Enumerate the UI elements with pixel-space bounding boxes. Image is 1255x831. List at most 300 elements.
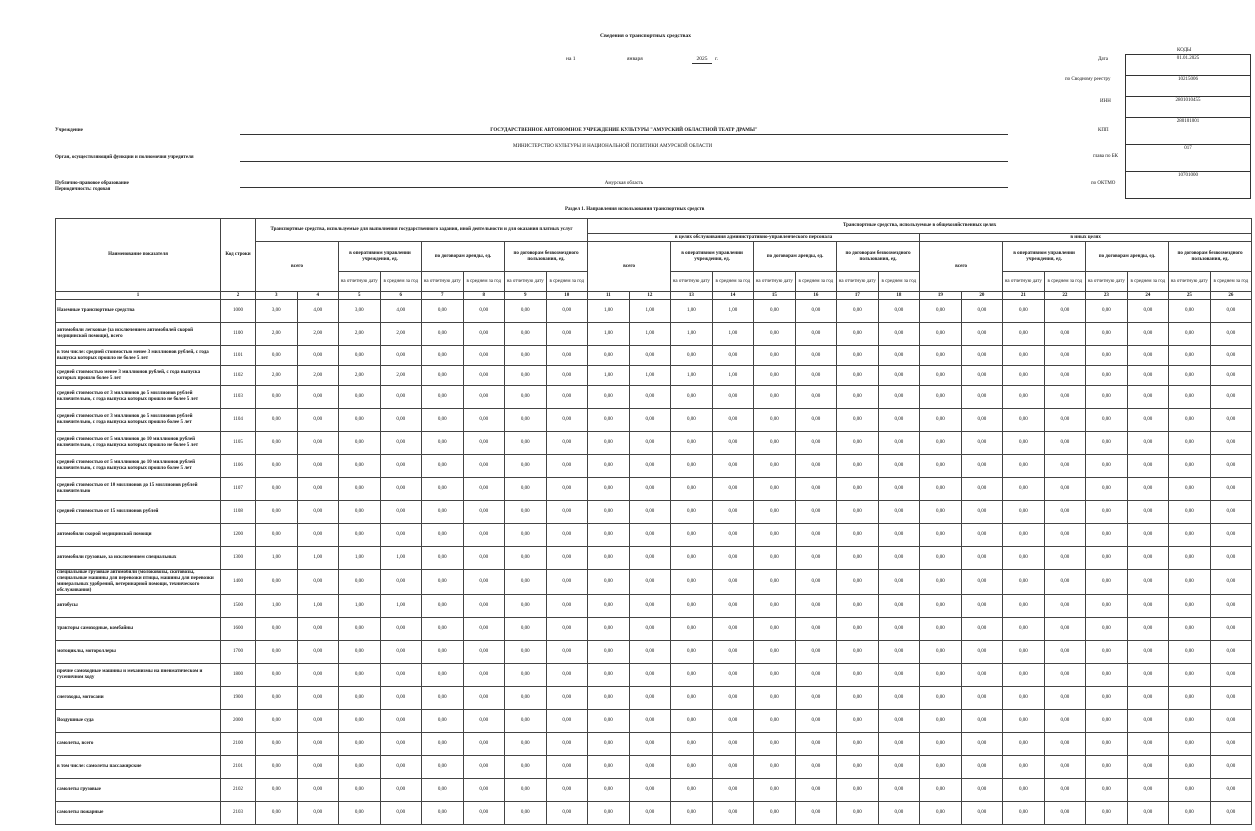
- row-value: 0,00: [629, 346, 671, 366]
- row-value: 0,00: [297, 710, 339, 733]
- row-value: 1,00: [588, 366, 630, 386]
- row-value: 0,00: [754, 570, 796, 595]
- row-value: 0,00: [588, 501, 630, 524]
- row-value: 0,00: [754, 664, 796, 687]
- row-value: 0,00: [1127, 432, 1169, 455]
- subcol-avg: в среднем за год: [712, 272, 754, 292]
- row-value: 0,00: [961, 501, 1003, 524]
- row-value: 0,00: [380, 733, 422, 756]
- row-value: 0,00: [1003, 524, 1045, 547]
- row-value: 0,00: [256, 409, 298, 432]
- code-oktmo: 10701000: [1178, 173, 1198, 178]
- row-value: 0,00: [671, 710, 713, 733]
- row-value: 0,00: [339, 570, 381, 595]
- subcol-on-date: на отчетную дату: [1003, 272, 1045, 292]
- column-number: 10: [546, 292, 588, 300]
- row-value: 0,00: [256, 733, 298, 756]
- row-value: 0,00: [422, 432, 464, 455]
- row-value: 1,00: [712, 300, 754, 323]
- row-value: 0,00: [754, 478, 796, 501]
- row-value: 0,00: [546, 618, 588, 641]
- row-value: 0,00: [712, 664, 754, 687]
- code-label-bk: глава по БК: [1093, 154, 1118, 159]
- row-value: 0,00: [588, 386, 630, 409]
- form-title: Сведения о транспортных средствах: [600, 33, 691, 39]
- row-value: 0,00: [463, 366, 505, 386]
- sub3-header: по договорам безвозмездного пользования, ед.: [837, 242, 920, 272]
- row-value: 0,00: [795, 570, 837, 595]
- subcol-avg: в среднем за год: [1127, 272, 1169, 292]
- row-value: 0,00: [1169, 323, 1211, 346]
- row-value: 0,00: [795, 478, 837, 501]
- row-value: 0,00: [1086, 595, 1128, 618]
- row-value: 0,00: [878, 346, 920, 366]
- row-value: 0,00: [795, 323, 837, 346]
- code-date: 01.01.2025: [1126, 55, 1250, 76]
- row-value: 0,00: [754, 802, 796, 825]
- row-value: 1,00: [629, 300, 671, 323]
- row-value: 0,00: [1003, 687, 1045, 710]
- row-value: 0,00: [671, 733, 713, 756]
- row-value: 0,00: [546, 346, 588, 366]
- col-header-code: Код строки: [221, 219, 256, 292]
- row-value: 0,00: [878, 733, 920, 756]
- row-value: 0,00: [712, 455, 754, 478]
- row-value: 0,00: [712, 802, 754, 825]
- row-value: 0,00: [795, 300, 837, 323]
- row-value: 1,00: [380, 547, 422, 570]
- row-value: 0,00: [297, 641, 339, 664]
- row-value: 0,00: [422, 455, 464, 478]
- row-value: 0,00: [754, 756, 796, 779]
- row-value: 0,00: [837, 524, 879, 547]
- vsego-header: всего: [920, 242, 1003, 292]
- date-year: 2025: [692, 56, 712, 64]
- row-value: 0,00: [837, 386, 879, 409]
- row-value: 0,00: [920, 501, 962, 524]
- row-value: 0,00: [546, 323, 588, 346]
- row-name: средней стоимостью от 3 миллионов до 5 миллионов рублей включительно, с года выпуска которых прошло не более 5 лет: [56, 386, 221, 409]
- row-value: 0,00: [546, 478, 588, 501]
- row-value: 0,00: [920, 524, 962, 547]
- row-value: 0,00: [754, 524, 796, 547]
- row-value: 0,00: [422, 300, 464, 323]
- row-value: 0,00: [339, 618, 381, 641]
- row-value: 0,00: [505, 524, 547, 547]
- row-value: 0,00: [712, 756, 754, 779]
- code-kpp: 280101001: [1126, 118, 1250, 145]
- row-value: 0,00: [1003, 802, 1045, 825]
- row-value: 0,00: [1127, 595, 1169, 618]
- row-value: 0,00: [297, 409, 339, 432]
- row-value: 0,00: [1210, 618, 1252, 641]
- row-value: 0,00: [505, 478, 547, 501]
- row-value: 0,00: [546, 386, 588, 409]
- row-value: 0,00: [380, 524, 422, 547]
- row-value: 0,00: [380, 386, 422, 409]
- row-value: 0,00: [297, 756, 339, 779]
- table-row: [56, 570, 1252, 595]
- row-value: 0,00: [1127, 641, 1169, 664]
- row-value: 0,00: [256, 779, 298, 802]
- row-value: 0,00: [1086, 501, 1128, 524]
- table-row: [56, 386, 1252, 409]
- row-value: 0,00: [1127, 618, 1169, 641]
- row-value: 0,00: [961, 366, 1003, 386]
- row-value: 0,00: [339, 432, 381, 455]
- row-value: 0,00: [920, 432, 962, 455]
- row-value: 0,00: [629, 432, 671, 455]
- sub2-header: по договорам аренды, ед.: [754, 242, 837, 272]
- row-value: 0,00: [920, 455, 962, 478]
- row-value: 0,00: [339, 756, 381, 779]
- row-value: 0,00: [1044, 664, 1086, 687]
- row-value: 0,00: [1086, 300, 1128, 323]
- row-value: 0,00: [795, 687, 837, 710]
- row-value: 0,00: [505, 455, 547, 478]
- row-value: 0,00: [546, 779, 588, 802]
- row-value: 0,00: [1127, 300, 1169, 323]
- row-value: 0,00: [1086, 386, 1128, 409]
- row-value: 0,00: [878, 300, 920, 323]
- row-value: 0,00: [1086, 687, 1128, 710]
- row-value: 0,00: [754, 547, 796, 570]
- row-value: 3,00: [339, 300, 381, 323]
- row-value: 0,00: [588, 779, 630, 802]
- table-row: [56, 802, 1252, 825]
- row-value: 0,00: [1127, 547, 1169, 570]
- row-value: 0,00: [339, 687, 381, 710]
- row-value: 1,00: [671, 323, 713, 346]
- row-value: 0,00: [961, 641, 1003, 664]
- row-value: 0,00: [546, 756, 588, 779]
- row-code: 1101: [221, 346, 256, 366]
- row-value: 0,00: [380, 756, 422, 779]
- row-value: 0,00: [422, 664, 464, 687]
- row-value: 0,00: [1210, 478, 1252, 501]
- table-row: [56, 779, 1252, 802]
- row-value: 0,00: [629, 802, 671, 825]
- row-value: 1,00: [256, 547, 298, 570]
- column-number: 6: [380, 292, 422, 300]
- row-value: 0,00: [1003, 366, 1045, 386]
- table-row: [56, 641, 1252, 664]
- row-value: 0,00: [256, 346, 298, 366]
- row-value: 0,00: [878, 641, 920, 664]
- row-value: 0,00: [712, 346, 754, 366]
- row-value: 0,00: [712, 524, 754, 547]
- row-value: 0,00: [339, 524, 381, 547]
- row-value: 0,00: [712, 641, 754, 664]
- row-value: 0,00: [1127, 478, 1169, 501]
- row-value: 0,00: [463, 756, 505, 779]
- row-value: 0,00: [920, 386, 962, 409]
- row-value: 0,00: [588, 687, 630, 710]
- code-inn: 2801010455: [1126, 97, 1250, 118]
- row-value: 0,00: [297, 733, 339, 756]
- row-value: 0,00: [463, 547, 505, 570]
- row-value: 0,00: [422, 710, 464, 733]
- row-code: 1000: [221, 300, 256, 323]
- row-value: 0,00: [297, 432, 339, 455]
- row-value: 1,00: [380, 595, 422, 618]
- row-value: 0,00: [837, 570, 879, 595]
- table-row: [56, 323, 1252, 346]
- row-value: 0,00: [256, 524, 298, 547]
- row-value: 0,00: [629, 618, 671, 641]
- row-value: 0,00: [297, 386, 339, 409]
- row-value: 0,00: [795, 618, 837, 641]
- row-value: 0,00: [546, 409, 588, 432]
- row-value: 0,00: [1003, 618, 1045, 641]
- row-value: 0,00: [754, 366, 796, 386]
- row-value: 0,00: [422, 524, 464, 547]
- row-value: 0,00: [463, 779, 505, 802]
- organ-value: МИНИСТЕРСТВО КУЛЬТУРЫ И НАЦИОНАЛЬНОЙ ПОЛИТИКИ АМУРСКОЙ ОБЛАСТИ: [513, 144, 713, 149]
- code-bk: 017: [1126, 145, 1250, 172]
- row-value: 0,00: [256, 687, 298, 710]
- row-name: автомобили легковые (за исключением автомобилей скорой медицинской помощи), всего: [56, 323, 221, 346]
- row-value: 0,00: [422, 641, 464, 664]
- row-value: 0,00: [380, 478, 422, 501]
- row-value: 0,00: [256, 570, 298, 595]
- row-value: 0,00: [546, 432, 588, 455]
- row-value: 0,00: [961, 524, 1003, 547]
- row-value: 0,00: [1086, 779, 1128, 802]
- row-value: 0,00: [422, 733, 464, 756]
- row-value: 0,00: [1003, 547, 1045, 570]
- row-value: 0,00: [920, 710, 962, 733]
- row-value: 0,00: [671, 570, 713, 595]
- row-value: 0,00: [1210, 366, 1252, 386]
- row-value: 0,00: [837, 710, 879, 733]
- row-value: 0,00: [961, 779, 1003, 802]
- row-name: прочие самоходные машины и механизмы на пневматическом и гусеничном ходу: [56, 664, 221, 687]
- row-value: 0,00: [671, 478, 713, 501]
- row-value: 0,00: [505, 547, 547, 570]
- row-name: средней стоимостью от 5 миллионов до 10 миллионов рублей включительно, с года выпуска которых прошло не более 5 лет: [56, 432, 221, 455]
- row-name: средней стоимостью от 3 миллионов до 5 миллионов рублей включительно, с года выпуска которых прошло более 5 лет: [56, 409, 221, 432]
- row-value: 0,00: [629, 478, 671, 501]
- table-row: [56, 595, 1252, 618]
- row-value: 0,00: [671, 595, 713, 618]
- row-value: 0,00: [629, 570, 671, 595]
- row-value: 0,00: [712, 710, 754, 733]
- row-value: 0,00: [878, 618, 920, 641]
- sub3-header: по договорам безвозмездного пользования, ед.: [1169, 242, 1252, 272]
- row-value: 3,00: [256, 300, 298, 323]
- row-value: 0,00: [1210, 570, 1252, 595]
- row-value: 0,00: [297, 570, 339, 595]
- row-value: 0,00: [1127, 756, 1169, 779]
- row-value: 0,00: [463, 733, 505, 756]
- row-name: мотоциклы, мотороллеры: [56, 641, 221, 664]
- row-value: 0,00: [380, 501, 422, 524]
- row-value: 0,00: [878, 779, 920, 802]
- row-value: 0,00: [795, 641, 837, 664]
- code-label-oktmo: по ОКТМО: [1091, 181, 1116, 186]
- row-value: 0,00: [505, 501, 547, 524]
- row-value: 0,00: [837, 346, 879, 366]
- row-value: 0,00: [1003, 641, 1045, 664]
- column-number: 22: [1044, 292, 1086, 300]
- row-value: 0,00: [463, 409, 505, 432]
- row-value: 0,00: [837, 478, 879, 501]
- row-value: 0,00: [505, 779, 547, 802]
- row-value: 2,00: [380, 366, 422, 386]
- row-name: в том числе: средней стоимостью менее 3 миллионов рублей, с года выпуска которых прошло не более 5 лет: [56, 346, 221, 366]
- row-value: 0,00: [422, 687, 464, 710]
- period-label: Периодичность: годовая: [55, 187, 111, 192]
- row-value: 0,00: [380, 641, 422, 664]
- subcol-avg: в среднем за год: [1044, 272, 1086, 292]
- column-number: 26: [1210, 292, 1252, 300]
- row-value: 0,00: [961, 547, 1003, 570]
- row-value: 0,00: [712, 733, 754, 756]
- row-value: 0,00: [1169, 618, 1211, 641]
- row-value: 0,00: [546, 641, 588, 664]
- table-row: [56, 478, 1252, 501]
- row-value: 0,00: [1210, 595, 1252, 618]
- table-row: [56, 710, 1252, 733]
- row-value: 0,00: [1210, 779, 1252, 802]
- column-number: 23: [1086, 292, 1128, 300]
- organ-line: [240, 161, 1008, 162]
- row-value: 0,00: [754, 641, 796, 664]
- row-value: 0,00: [1003, 733, 1045, 756]
- subcol-on-date: на отчетную дату: [422, 272, 464, 292]
- row-value: 0,00: [1169, 346, 1211, 366]
- row-value: 0,00: [1044, 687, 1086, 710]
- row-value: 0,00: [1169, 664, 1211, 687]
- row-value: 0,00: [380, 664, 422, 687]
- row-value: 0,00: [422, 802, 464, 825]
- row-code: 2102: [221, 779, 256, 802]
- row-value: 0,00: [1169, 501, 1211, 524]
- row-value: 0,00: [422, 547, 464, 570]
- subcol-on-date: на отчетную дату: [1086, 272, 1128, 292]
- row-value: 0,00: [1169, 478, 1211, 501]
- column-number: 12: [629, 292, 671, 300]
- row-value: 0,00: [671, 802, 713, 825]
- row-value: 0,00: [505, 710, 547, 733]
- row-value: 0,00: [671, 618, 713, 641]
- row-value: 0,00: [1044, 756, 1086, 779]
- row-value: 0,00: [1044, 710, 1086, 733]
- row-value: 0,00: [878, 802, 920, 825]
- table-row: [56, 547, 1252, 570]
- column-number: 8: [463, 292, 505, 300]
- row-value: 0,00: [588, 409, 630, 432]
- row-value: 0,00: [1169, 547, 1211, 570]
- row-code: 1400: [221, 570, 256, 595]
- row-value: 0,00: [1086, 802, 1128, 825]
- row-value: 0,00: [920, 366, 962, 386]
- row-value: 0,00: [422, 779, 464, 802]
- vsego-header: всего: [256, 242, 339, 292]
- row-value: 0,00: [1044, 570, 1086, 595]
- row-value: 0,00: [961, 432, 1003, 455]
- row-value: 0,00: [1086, 710, 1128, 733]
- row-value: 0,00: [380, 455, 422, 478]
- row-value: 0,00: [712, 687, 754, 710]
- row-value: 0,00: [795, 346, 837, 366]
- row-value: 0,00: [629, 501, 671, 524]
- row-value: 0,00: [1169, 710, 1211, 733]
- row-value: 0,00: [546, 733, 588, 756]
- row-value: 0,00: [837, 300, 879, 323]
- row-value: 0,00: [878, 501, 920, 524]
- row-value: 0,00: [837, 664, 879, 687]
- row-value: 0,00: [1127, 346, 1169, 366]
- row-value: 0,00: [671, 756, 713, 779]
- row-value: 0,00: [795, 756, 837, 779]
- row-value: 0,00: [920, 323, 962, 346]
- row-value: 0,00: [546, 664, 588, 687]
- row-value: 0,00: [1210, 664, 1252, 687]
- row-value: 0,00: [1044, 432, 1086, 455]
- sub3-header: по договорам безвозмездного пользования, ед.: [505, 242, 588, 272]
- row-value: 0,00: [754, 733, 796, 756]
- row-value: 0,00: [671, 779, 713, 802]
- row-value: 0,00: [837, 779, 879, 802]
- row-value: 0,00: [961, 664, 1003, 687]
- col-header-name: Наименование показателя: [56, 219, 221, 292]
- row-value: 0,00: [878, 664, 920, 687]
- date-month: января: [627, 56, 643, 62]
- code-label-date: Дата: [1098, 57, 1108, 62]
- row-value: 0,00: [754, 323, 796, 346]
- row-value: 0,00: [1003, 570, 1045, 595]
- subcol-avg: в среднем за год: [795, 272, 837, 292]
- row-name: Наземные транспортные средства: [56, 300, 221, 323]
- date-prefix: на 1: [566, 56, 576, 62]
- row-name: средней стоимостью от 15 миллионов рублей: [56, 501, 221, 524]
- row-value: 0,00: [1210, 802, 1252, 825]
- row-name: тракторы самоходные, комбайны: [56, 618, 221, 641]
- row-value: 0,00: [920, 570, 962, 595]
- row-value: 0,00: [1003, 346, 1045, 366]
- row-value: 0,00: [878, 478, 920, 501]
- row-value: 0,00: [1127, 524, 1169, 547]
- row-value: 0,00: [671, 501, 713, 524]
- row-value: 1,00: [339, 595, 381, 618]
- row-value: 0,00: [961, 478, 1003, 501]
- table-row: [56, 346, 1252, 366]
- column-number: 11: [588, 292, 630, 300]
- row-value: 0,00: [1044, 346, 1086, 366]
- row-value: 0,00: [256, 455, 298, 478]
- table-row: [56, 664, 1252, 687]
- row-value: 0,00: [463, 710, 505, 733]
- row-value: 0,00: [837, 455, 879, 478]
- row-value: 2,00: [256, 366, 298, 386]
- row-value: 0,00: [256, 710, 298, 733]
- row-value: 0,00: [546, 547, 588, 570]
- column-number: 9: [505, 292, 547, 300]
- row-value: 0,00: [339, 641, 381, 664]
- row-value: 0,00: [795, 802, 837, 825]
- row-value: 0,00: [1086, 409, 1128, 432]
- subcol-avg: в среднем за год: [1210, 272, 1252, 292]
- row-value: 0,00: [754, 300, 796, 323]
- column-number: 16: [795, 292, 837, 300]
- row-name: автомобили скорой медицинской помощи: [56, 524, 221, 547]
- row-value: 0,00: [505, 687, 547, 710]
- row-value: 0,00: [505, 323, 547, 346]
- row-value: 0,00: [1169, 409, 1211, 432]
- subcol-on-date: на отчетную дату: [505, 272, 547, 292]
